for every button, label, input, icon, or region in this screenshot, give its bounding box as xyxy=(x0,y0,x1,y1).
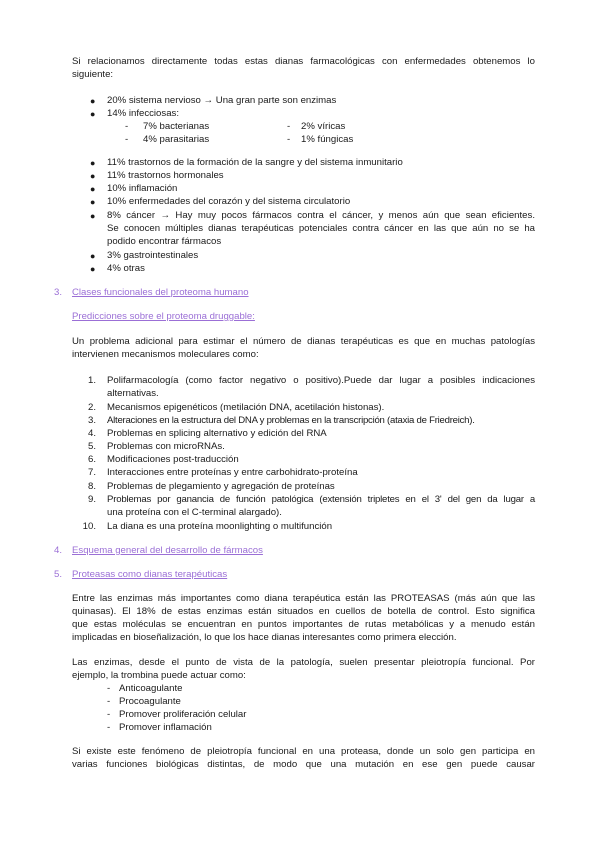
dash-icon: - xyxy=(107,709,111,720)
list-number: 9. xyxy=(87,494,96,505)
list-item: La diana es una proteína moonlighting o multifunción xyxy=(107,521,333,532)
bullet-item: 20% sistema nervioso → Una gran parte son enzimas xyxy=(107,95,337,106)
bullet-item: 10% inflamación xyxy=(107,183,178,194)
intro-line-2: siguiente: xyxy=(72,69,114,80)
list-item: Problemas por ganancia de función patológica (extensión tripletes en el 3' del gen da lugar a xyxy=(107,494,535,505)
thrombin-item: Promover inflamación xyxy=(119,722,212,733)
bullet-icon: ● xyxy=(90,184,96,194)
para5a-line-1: Entre las enzimas más importantes como diana terapéutica están las PROTEASAS (más aún que las xyxy=(72,593,535,604)
list-number: 4. xyxy=(87,428,96,439)
section-4-title: Esquema general del desarrollo de fármacos xyxy=(72,545,263,556)
para3-line-2: intervienen mecanismos moleculares como: xyxy=(72,349,259,360)
bullet-icon: ● xyxy=(90,251,96,261)
section-3-number: 3. xyxy=(54,287,63,298)
section-5-number: 5. xyxy=(54,569,63,580)
para5a-line-2: quinasas). El 18% de estas enzimas están situados en cuellos de botella de control. Esto significa xyxy=(72,606,535,617)
list-number: 8. xyxy=(87,481,96,492)
bullet-item: 11% trastornos de la formación de la sangre y del sistema inmunitario xyxy=(107,157,403,168)
para5a-line-3: que estas moléculas se encuentran en puntos importantes de rutas metabólicas y a menudo están xyxy=(72,619,535,630)
list-item: Mecanismos epigenéticos (metilación DNA, acetilación histonas). xyxy=(107,402,385,413)
list-number: 6. xyxy=(87,454,96,465)
para5c-line-2: varias funciones biológicas distintas, de modo que una mutación en ese gen puede causar xyxy=(72,759,535,770)
list-item: alternativas. xyxy=(107,388,159,399)
infection-item: 7% bacterianas xyxy=(143,121,210,132)
infection-item: 1% fúngicas xyxy=(301,134,354,145)
section-5-title: Proteasas como dianas terapéuticas xyxy=(72,569,228,580)
dash-icon: - xyxy=(107,722,111,733)
dash-icon: - xyxy=(287,121,291,132)
bullet-item: 14% infecciosas: xyxy=(107,108,179,119)
infection-item: 2% víricas xyxy=(301,121,346,132)
bullet-icon: ● xyxy=(90,211,96,221)
dash-icon: - xyxy=(287,134,291,145)
list-item: Polifarmacología (como factor negativo o positivo).Puede dar lugar a posibles indicaciones xyxy=(107,375,535,386)
bullet-icon: ● xyxy=(90,109,96,119)
cancer-line-3: podido encontrar fármacos xyxy=(107,236,222,247)
list-item: Alteraciones en la estructura del DNA y problemas en la transcripción (ataxia de Friedreich). xyxy=(107,415,475,426)
thrombin-item: Promover proliferación celular xyxy=(119,709,247,720)
dash-icon: - xyxy=(125,134,129,145)
dash-icon: - xyxy=(107,683,111,694)
list-number: 5. xyxy=(87,441,96,452)
bullet-icon: ● xyxy=(90,197,96,207)
bullet-item: 11% trastornos hormonales xyxy=(107,170,224,181)
list-number: 1. xyxy=(87,375,96,386)
list-number: 2. xyxy=(87,402,96,413)
para5c-line-1: Si existe este fenómeno de pleiotropía funcional en una proteasa, donde un solo gen participa en xyxy=(72,746,535,757)
list-number: 7. xyxy=(87,467,96,478)
dash-icon: - xyxy=(107,696,111,707)
list-item: Problemas de plegamiento y agregación de proteínas xyxy=(107,481,335,492)
bullet-icon: ● xyxy=(90,171,96,181)
bullet-item: 10% enfermedades del corazón y del sistema circulatorio xyxy=(107,196,351,207)
list-item: una proteína con el C-terminal alargado). xyxy=(107,507,282,518)
para5b-line-2: ejemplo, la trombina puede actuar como: xyxy=(72,670,246,681)
para5a-line-4: implicadas en bioseñalización, lo que los hace dianas interesantes como primera elección. xyxy=(72,632,457,643)
list-number: 3. xyxy=(87,415,96,426)
list-item: Interacciones entre proteínas y entre carbohidrato-proteína xyxy=(107,467,358,478)
para5b-line-1: Las enzimas, desde el punto de vista de la patología, suelen presentar pleiotropía funcional. Por xyxy=(72,657,535,668)
list-item: Problemas con microRNAs. xyxy=(107,441,225,452)
dash-icon: - xyxy=(125,121,129,132)
bullet-item: 4% otras xyxy=(107,263,145,274)
subsection-title: Predicciones sobre el proteoma druggable: xyxy=(72,311,255,322)
thrombin-item: Anticoagulante xyxy=(119,683,183,694)
bullet-icon: ● xyxy=(90,96,96,106)
list-item: Problemas en splicing alternativo y edición del RNA xyxy=(107,428,327,439)
thrombin-item: Procoagulante xyxy=(119,696,181,707)
intro-line-1: Si relacionamos directamente todas estas dianas farmacológicas con enfermedades obtenemos lo xyxy=(72,56,535,67)
bullet-icon: ● xyxy=(90,264,96,274)
cancer-line-2: Se conocen múltiples dianas terapéuticas potenciales contra cáncer en las que aún no se ha xyxy=(107,223,535,234)
section-4-number: 4. xyxy=(54,545,63,556)
para3-line-1: Un problema adicional para estimar el número de dianas terapéuticas es que en muchas patologías xyxy=(72,336,535,347)
bullet-icon: ● xyxy=(90,158,96,168)
bullet-item: 3% gastrointestinales xyxy=(107,250,199,261)
cancer-line-1: 8% cáncer → Hay muy pocos fármacos contra el cáncer, y menos aún que sean eficientes. xyxy=(107,210,535,221)
infection-item: 4% parasitarias xyxy=(143,134,210,145)
list-item: Modificaciones post-traducción xyxy=(107,454,239,465)
section-3-title: Clases funcionales del proteoma humano xyxy=(72,287,249,298)
list-number: 10. xyxy=(82,521,96,532)
